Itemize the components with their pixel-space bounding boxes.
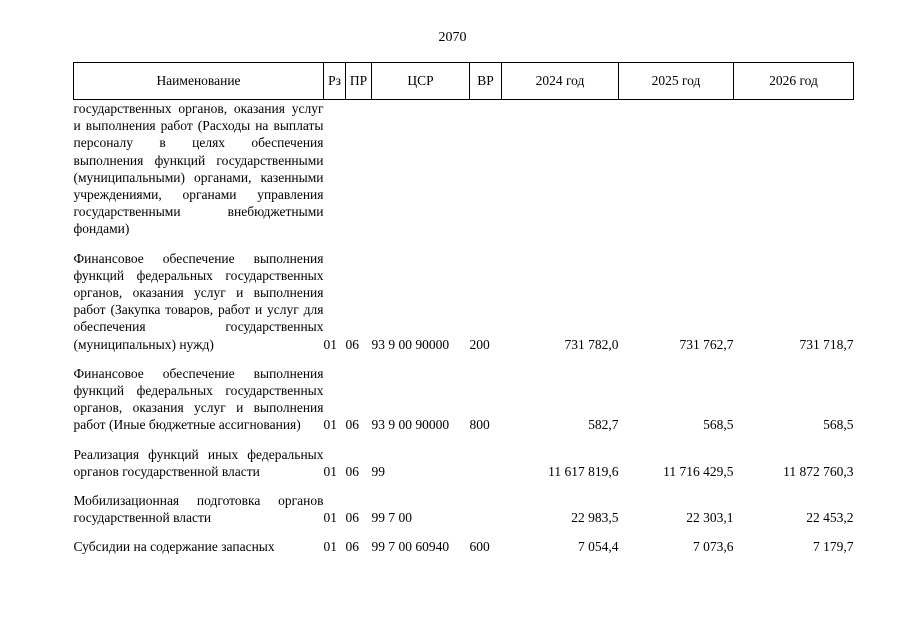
row-pr: 06 xyxy=(345,336,359,352)
row-rz: 01 xyxy=(323,463,337,479)
row-2025: 7 073,6 xyxy=(693,539,734,555)
row-2026: 22 453,2 xyxy=(806,510,854,526)
row-rz: 01 xyxy=(323,417,337,433)
row-vr: 600 xyxy=(469,539,490,555)
row-rz: 01 xyxy=(323,336,337,352)
header-2026: 2026 год xyxy=(734,63,854,100)
table-body xyxy=(74,100,854,556)
header-vr: ВР xyxy=(470,63,502,100)
row-name: Финансовое обеспечение выполнения функций федеральных государственных органов, оказания услуг и выполнения работ (Закупка товаров, работ и услуг для обеспечения государственных (муниципальных) нужд) xyxy=(73,250,324,352)
table-row xyxy=(74,250,854,365)
header-csr: ЦСР xyxy=(372,63,470,100)
row-vr xyxy=(470,446,502,492)
row-2026: 568,5 xyxy=(823,417,854,433)
budget-table xyxy=(73,62,854,556)
row-csr: 99 7 00 xyxy=(371,510,412,526)
row-2026 xyxy=(734,100,854,250)
header-2024: 2024 год xyxy=(502,63,619,100)
table-row xyxy=(74,538,854,555)
row-2026: 11 872 760,3 xyxy=(783,463,854,479)
header-pr: ПР xyxy=(346,63,372,100)
table-row xyxy=(74,492,854,538)
row-csr xyxy=(372,100,470,250)
row-2025 xyxy=(619,100,734,250)
row-pr: 06 xyxy=(345,539,359,555)
header-name: Наименование xyxy=(74,63,324,100)
row-name: Реализация функций иных федеральных органов государственной власти xyxy=(73,446,324,479)
row-pr: 06 xyxy=(345,463,359,479)
row-2025: 568,5 xyxy=(703,417,734,433)
row-2024: 731 782,0 xyxy=(564,336,619,352)
row-2024: 11 617 819,6 xyxy=(548,463,619,479)
table-row xyxy=(74,365,854,446)
row-name: Финансовое обеспечение выполнения функций федеральных государственных органов, оказания услуг и выполнения работ (Иные бюджетные ассигнования) xyxy=(73,365,324,433)
table-row xyxy=(74,446,854,492)
row-vr xyxy=(470,492,502,538)
row-vr: 200 xyxy=(469,336,490,352)
row-rz: 01 xyxy=(323,539,337,555)
row-2024: 22 983,5 xyxy=(571,510,619,526)
row-csr: 93 9 00 90000 xyxy=(371,336,450,352)
row-2025: 731 762,7 xyxy=(679,336,734,352)
table-header xyxy=(74,63,854,100)
row-rz: 01 xyxy=(323,510,337,526)
row-csr: 99 7 00 60940 xyxy=(371,539,450,555)
row-2025: 22 303,1 xyxy=(686,510,734,526)
row-csr: 93 9 00 90000 xyxy=(371,417,450,433)
row-pr: 06 xyxy=(345,417,359,433)
row-name: Мобилизационная подготовка органов государственной власти xyxy=(73,493,324,526)
row-2024 xyxy=(502,100,619,250)
row-2025: 11 716 429,5 xyxy=(663,463,734,479)
header-row xyxy=(74,63,854,100)
row-2024: 582,7 xyxy=(588,417,619,433)
table-row xyxy=(74,100,854,250)
page-number: 2070 xyxy=(438,30,467,45)
row-name: Субсидии на содержание запасных xyxy=(73,539,275,555)
row-pr: 06 xyxy=(345,510,359,526)
row-name: государственных органов, оказания услуг и выполнения работ (Расходы на выплаты персоналу в целях обеспечения выполнения функций государственными (муниципальными) органами, казенными учреждениями, органами управления государственными внебюджетными фондами) xyxy=(73,101,324,237)
row-2026: 731 718,7 xyxy=(799,336,854,352)
row-vr xyxy=(470,100,502,250)
row-2024: 7 054,4 xyxy=(578,539,619,555)
row-pr xyxy=(346,100,372,250)
header-rz: Рз xyxy=(324,63,346,100)
row-csr: 99 xyxy=(371,463,385,479)
header-2025: 2025 год xyxy=(619,63,734,100)
row-vr: 800 xyxy=(469,417,490,433)
row-rz xyxy=(324,100,346,250)
row-2026: 7 179,7 xyxy=(813,539,854,555)
